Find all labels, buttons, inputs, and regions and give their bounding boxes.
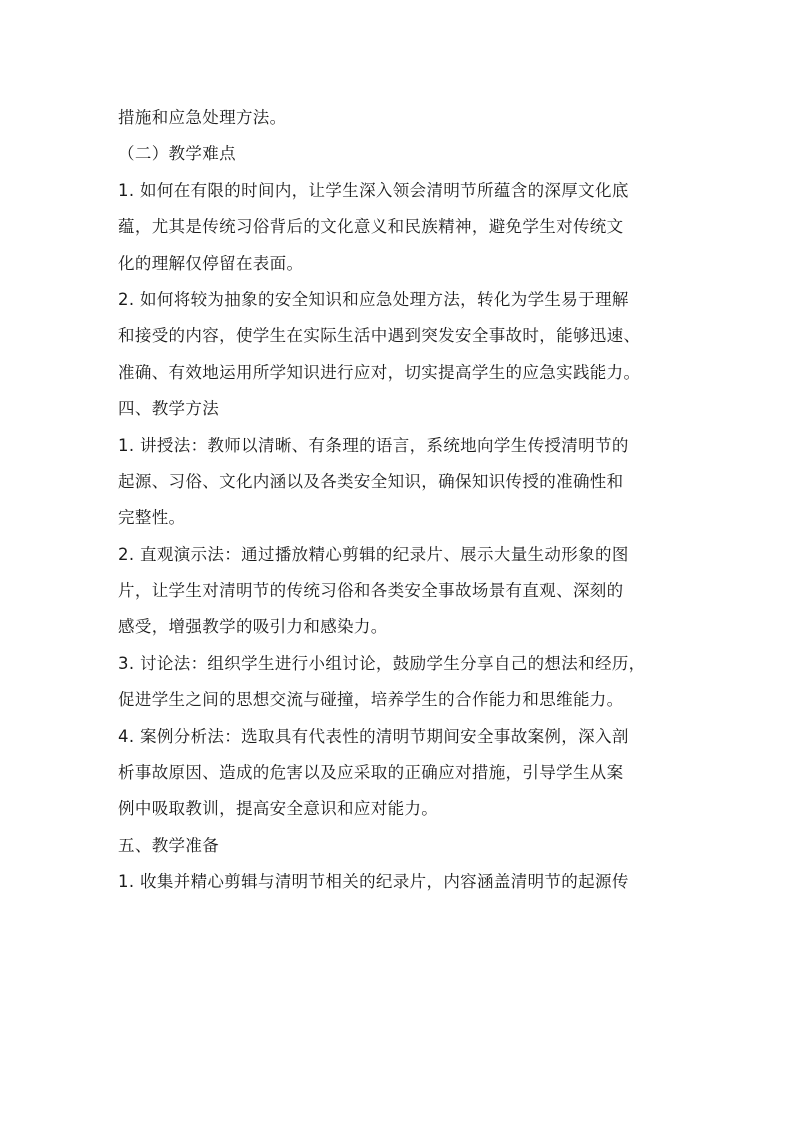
- text-line: 起源、习俗、文化内涵以及各类安全知识，确保知识传授的准确性和: [118, 471, 624, 491]
- text-line: 促进学生之间的思想交流与碰撞，培养学生的合作能力和思维能力。: [118, 690, 624, 710]
- text-line: 完整性。: [118, 508, 186, 528]
- section-heading: （二）教学难点: [118, 144, 236, 164]
- text-line: 片，让学生对清明节的传统习俗和各类安全事故场景有直观、深刻的: [118, 581, 624, 601]
- text-line: 蕴，尤其是传统习俗背后的文化意义和民族精神，避免学生对传统文: [118, 217, 624, 237]
- text-line: 例中吸取教训，提高安全意识和应对能力。: [118, 799, 439, 819]
- text-line: 4. 案例分析法：选取具有代表性的清明节期间安全事故案例，深入剖: [118, 726, 629, 746]
- document-body: [118, 100, 693, 901]
- text-line: 和接受的内容，使学生在实际生活中遇到突发安全事故时，能够迅速、: [118, 326, 641, 346]
- text-line: 2. 如何将较为抽象的安全知识和应急处理方法，转化为学生易于理解: [118, 289, 629, 309]
- text-line: 准确、有效地运用所学知识进行应对，切实提高学生的应急实践能力。: [118, 362, 641, 382]
- text-line: 3. 讨论法：组织学生进行小组讨论，鼓励学生分享自己的想法和经历，: [118, 653, 646, 673]
- text-line: 析事故原因、造成的危害以及应采取的正确应对措施，引导学生从案: [118, 763, 624, 783]
- text-line: 措施和应急处理方法。: [118, 108, 287, 127]
- text-line: 2. 直观演示法：通过播放精心剪辑的纪录片、展示大量生动形象的图: [118, 544, 629, 564]
- section-heading: 四、教学方法: [118, 399, 220, 419]
- text-line: 1. 如何在有限的时间内，让学生深入领会清明节所蕴含的深厚文化底: [118, 180, 629, 200]
- text-line: 感受，增强教学的吸引力和感染力。: [118, 617, 388, 637]
- text-line: 1. 讲授法：教师以清晰、有条理的语言，系统地向学生传授清明节的: [118, 435, 629, 455]
- section-heading: 五、教学准备: [118, 835, 220, 855]
- text-line: 1. 收集并精心剪辑与清明节相关的纪录片，内容涵盖清明节的起源传: [118, 872, 629, 892]
- text-line: 化的理解仅停留在表面。: [118, 253, 304, 273]
